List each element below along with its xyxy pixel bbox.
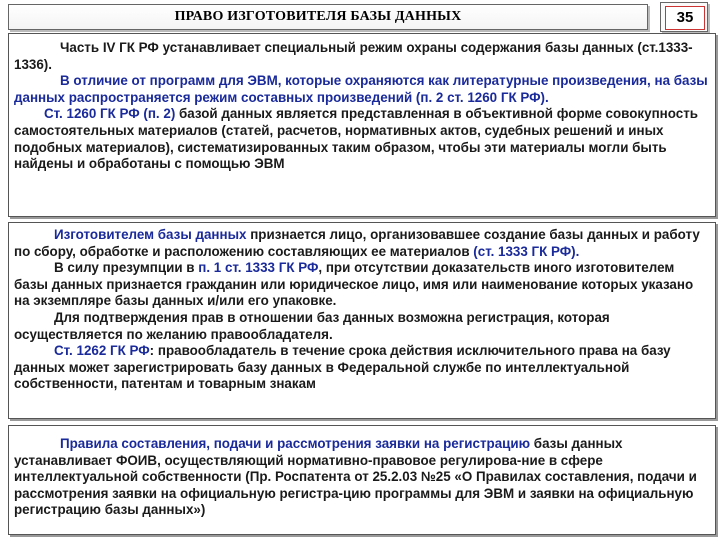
page-number-badge <box>660 2 708 32</box>
article-1260-text: базой данных является представленная в объективной форме совокупность самостоятельных материалов (статей, расчетов, нормативных актов, судебных решений и иных подобных материалов), систематизированных таким образом, чтобы эти материалы могли быть найдены и обработаны с помощью ЭВМ <box>14 106 698 172</box>
paragraph-part-four <box>9 40 715 73</box>
paragraph-application-rules <box>9 436 715 519</box>
paragraph-article-1262 <box>9 343 715 393</box>
presumption-text-start: В силу презумпции в <box>54 260 199 276</box>
paragraph-registration-option <box>9 310 715 343</box>
article-1262-reference: Ст. 1262 ГК РФ <box>54 343 150 359</box>
text-box-overview <box>8 33 716 217</box>
paragraph-article-1260 <box>9 106 715 172</box>
article-1333-p1-reference: п. 1 ст. 1333 ГК РФ <box>198 260 319 276</box>
article-1260-reference: Ст. 1260 ГК РФ (п. 2) <box>44 106 176 122</box>
paragraph-presumption <box>9 260 715 310</box>
article-1262-text: : правообладатель в течение срока действия исключительного права на базу данных может зарегистрировать базу данных в Федеральной службе по интеллектуальной собственности, патентам и товарным знакам <box>14 343 671 392</box>
manufacturer-definition-text: признается лицо, организовавшее создание базы данных и работу по сбору, обработке и расположению составляющих ее материалов <box>14 227 700 259</box>
paragraph-manufacturer-definition <box>9 227 715 260</box>
paragraph-part-four-text: Часть IV ГК РФ устанавливает специальный режим охраны содержания базы данных (ст.1333-1336). <box>14 40 693 72</box>
text-box-manufacturer <box>8 222 716 419</box>
slide-title: ПРАВО ИЗГОТОВИТЕЛЯ БАЗЫ ДАННЫХ <box>174 9 462 24</box>
text-box-application-rules <box>8 425 716 535</box>
application-rules-term: Правила составления, подачи и рассмотрения заявки на регистрацию <box>60 436 531 451</box>
registration-option-text: Для подтверждения прав в отношении баз данных возможна регистрация, которая осуществляется по желанию правообладателя. <box>14 309 610 342</box>
slide-title-bar <box>8 4 648 30</box>
page-number: 35 <box>665 6 705 30</box>
paragraph-unlike-programs-text: В отличие от программ для ЭВМ, которые охраняются как литературные произведения, на базы данных распространяется режим составных произведений (п. 2 ст. 1260 ГК РФ). <box>14 73 708 105</box>
paragraph-unlike-programs <box>9 73 715 106</box>
application-rules-text: базы данных устанавливает ФОИВ, осуществляющий нормативно-правовое регулирова-ние в сфере интеллектуальной собственности (Пр. Роспатента от 25.2.03 №25 «О Правилах составления, подачи и рассмотрения заявки на официальную регистра-цию программы для ЭВМ и заявки на официальную регистрацию базы данных») <box>14 436 697 518</box>
article-1333-reference: (ст. 1333 ГК РФ). <box>473 243 580 259</box>
manufacturer-term: Изготовителем базы данных <box>54 227 247 242</box>
presumption-text-end: , при отсутствии доказательств иного изготовителем базы данных признается гражданин или юридическое лицо, имя или наименование которых указано на экземпляре базы данных и/или его упаковке. <box>14 260 694 309</box>
